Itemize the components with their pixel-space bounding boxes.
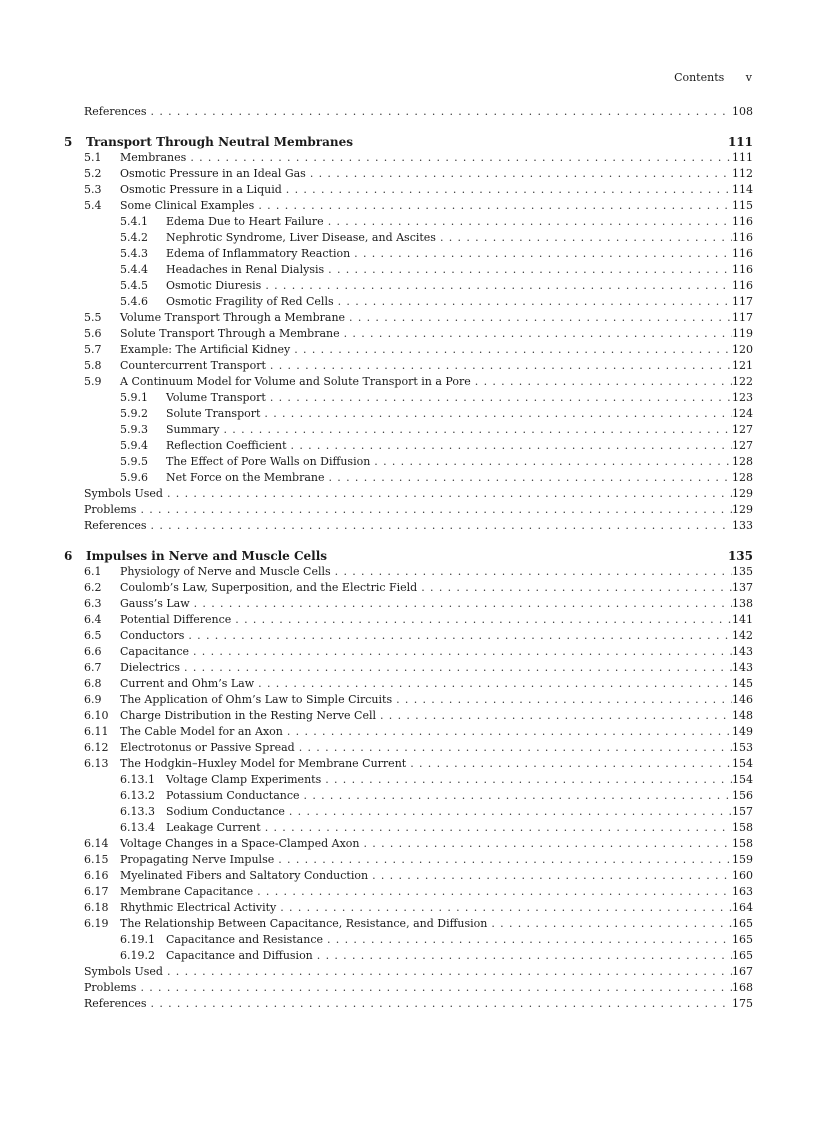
- toc-entry-page: 163: [732, 885, 753, 898]
- toc-leader-dots: [280, 900, 732, 916]
- toc-entry-number: 6.13.4: [120, 821, 155, 834]
- toc-entry[interactable]: [64, 788, 753, 804]
- running-header-page-number: v: [745, 71, 752, 84]
- toc-entry-page: 164: [732, 901, 753, 914]
- toc-entry-page: 154: [732, 773, 753, 786]
- toc-entry[interactable]: [64, 804, 753, 820]
- toc-entry-title: Potassium Conductance: [166, 789, 300, 802]
- toc-entry[interactable]: [64, 262, 753, 278]
- toc-entry[interactable]: [64, 612, 753, 628]
- toc-entry[interactable]: [64, 644, 753, 660]
- toc-entry-number: 5.4.2: [120, 231, 148, 244]
- toc-entry-title: Electrotonus or Passive Spread: [120, 741, 295, 754]
- toc-entry-title: Voltage Changes in a Space-Clamped Axon: [120, 837, 360, 850]
- toc-entry-title: Rhythmic Electrical Activity: [120, 901, 277, 914]
- toc-entry-number: 6.6: [84, 645, 102, 658]
- toc-entry-number: 6.19.2: [120, 949, 155, 962]
- toc-entry-page: 128: [732, 455, 753, 468]
- toc-entry-title: Solute Transport Through a Membrane: [120, 327, 340, 340]
- toc-entry-page: 133: [732, 519, 753, 532]
- toc-entry-title: Physiology of Nerve and Muscle Cells: [120, 565, 331, 578]
- running-header-title: Contents: [674, 71, 725, 84]
- toc-leader-dots: [310, 166, 732, 182]
- toc-chapter-entry[interactable]: [64, 548, 753, 564]
- toc-entry-page: 135: [732, 565, 753, 578]
- toc-entry[interactable]: [64, 422, 753, 438]
- toc-entry-number: 5.7: [84, 343, 102, 356]
- toc-leader-dots: [167, 964, 732, 980]
- toc-entry-page: 165: [732, 949, 753, 962]
- toc-entry[interactable]: [64, 900, 753, 916]
- toc-entry-number: 5.9.1: [120, 391, 148, 404]
- toc-entry-page: 157: [732, 805, 753, 818]
- toc-entry[interactable]: [64, 820, 753, 836]
- toc-entry-number: 5.4.5: [120, 279, 148, 292]
- toc-entry-page: 127: [732, 423, 753, 436]
- toc-entry-page: 165: [732, 917, 753, 930]
- toc-leader-dots: [363, 836, 732, 852]
- toc-entry-page: 120: [732, 343, 753, 356]
- toc-leader-dots: [440, 230, 732, 246]
- toc-entry[interactable]: [64, 692, 753, 708]
- toc-entry-title: Nephrotic Syndrome, Liver Disease, and Ascites: [166, 231, 436, 244]
- toc-leader-dots: [265, 820, 732, 836]
- toc-leader-dots: [317, 948, 732, 964]
- toc-entry-title: Impulses in Nerve and Muscle Cells: [86, 549, 328, 563]
- toc-entry-number: 5.3: [84, 183, 102, 196]
- toc-leader-dots: [299, 740, 732, 756]
- toc-entry-title: Summary: [166, 423, 220, 436]
- toc-leader-dots: [265, 278, 732, 294]
- toc-entry-title: Volume Transport: [166, 391, 266, 404]
- toc-entry-number: 6.13.2: [120, 789, 155, 802]
- toc-entry-page: 165: [732, 933, 753, 946]
- toc-entry-page: 122: [732, 375, 753, 388]
- toc-entry[interactable]: [64, 580, 753, 596]
- toc-entry-title: Edema of Inflammatory Reaction: [166, 247, 351, 260]
- toc-entry-page: 116: [732, 215, 753, 228]
- toc-chapter-entry[interactable]: [64, 134, 753, 150]
- toc-leader-dots: [327, 932, 732, 948]
- toc-entry-title: Problems: [84, 981, 137, 994]
- toc-leader-dots: [167, 486, 732, 502]
- toc-entry-number: 6.15: [84, 853, 109, 866]
- toc-entry-page: 160: [732, 869, 753, 882]
- toc-entry[interactable]: [64, 198, 753, 214]
- toc-entry-title: References: [84, 519, 147, 532]
- toc-leader-dots: [193, 644, 732, 660]
- toc-entry-title: Capacitance: [120, 645, 189, 658]
- toc-entry[interactable]: [64, 502, 753, 518]
- toc-entry-title: Sodium Conductance: [166, 805, 285, 818]
- toc-leader-dots: [235, 612, 732, 628]
- toc-entry-title: Gauss’s Law: [120, 597, 190, 610]
- toc-entry-number: 6: [64, 549, 73, 563]
- toc-entry[interactable]: [64, 182, 753, 198]
- toc-entry-page: 137: [732, 581, 753, 594]
- toc-entry-number: 6.4: [84, 613, 102, 626]
- toc-leader-dots: [289, 804, 732, 820]
- toc-entry[interactable]: [64, 724, 753, 740]
- toc-leader-dots: [410, 756, 732, 772]
- toc-entry-number: 5: [64, 135, 73, 149]
- toc-entry-number: 5.4: [84, 199, 102, 212]
- toc-entry-page: 129: [732, 487, 753, 500]
- toc-entry-page: 156: [732, 789, 753, 802]
- toc-entry-title: Osmotic Pressure in a Liquid: [120, 183, 282, 196]
- toc-entry-page: 119: [732, 327, 753, 340]
- toc-entry-title: Solute Transport: [166, 407, 261, 420]
- toc-leader-dots: [354, 246, 732, 262]
- toc-entry-page: 148: [732, 709, 753, 722]
- toc-leader-dots: [287, 724, 732, 740]
- toc-entry-number: 6.7: [84, 661, 102, 674]
- toc-entry[interactable]: [64, 278, 753, 294]
- toc-entry-title: Propagating Nerve Impulse: [120, 853, 275, 866]
- toc-entry-title: References: [84, 105, 147, 118]
- toc-leader-dots: [328, 262, 732, 278]
- toc-entry[interactable]: [64, 342, 753, 358]
- toc-entry-page: 111: [727, 135, 753, 149]
- toc-entry-title: Some Clinical Examples: [120, 199, 255, 212]
- toc-entry-page: 116: [732, 263, 753, 276]
- toc-entry-title: Headaches in Renal Dialysis: [166, 263, 325, 276]
- toc-entry-title: Reflection Coefficient: [166, 439, 287, 452]
- toc-leader-dots: [329, 470, 732, 486]
- toc-entry-number: 6.8: [84, 677, 102, 690]
- toc-entry-number: 6.13.3: [120, 805, 155, 818]
- table-of-contents: [64, 104, 753, 1012]
- toc-entry[interactable]: [64, 628, 753, 644]
- toc-entry-number: 5.2: [84, 167, 102, 180]
- toc-entry-title: Osmotic Fragility of Red Cells: [166, 295, 334, 308]
- toc-entry-page: 167: [732, 965, 753, 978]
- toc-entry-title: Voltage Clamp Experiments: [166, 773, 322, 786]
- toc-entry-title: The Hodgkin–Huxley Model for Membrane Current: [120, 757, 407, 770]
- toc-entry-page: 127: [732, 439, 753, 452]
- toc-entry-page: 158: [732, 837, 753, 850]
- toc-leader-dots: [264, 406, 732, 422]
- toc-entry[interactable]: [64, 390, 753, 406]
- toc-entry-number: 6.2: [84, 581, 102, 594]
- toc-leader-dots: [151, 518, 732, 534]
- toc-entry-title: Capacitance and Diffusion: [166, 949, 313, 962]
- toc-entry-page: 114: [732, 183, 753, 196]
- toc-entry[interactable]: [64, 756, 753, 772]
- toc-entry-title: Leakage Current: [166, 821, 261, 834]
- toc-entry-title: The Effect of Pore Walls on Diffusion: [166, 455, 371, 468]
- toc-entry-number: 6.5: [84, 629, 102, 642]
- toc-leader-dots: [491, 916, 732, 932]
- toc-entry-number: 5.6: [84, 327, 102, 340]
- toc-entry-title: Membranes: [120, 151, 187, 164]
- toc-entry-title: Osmotic Pressure in an Ideal Gas: [120, 167, 306, 180]
- toc-leader-dots: [421, 580, 732, 596]
- toc-entry-number: 5.4.6: [120, 295, 148, 308]
- toc-entry-number: 5.1: [84, 151, 102, 164]
- toc-entry[interactable]: [64, 104, 753, 120]
- toc-entry-page: 128: [732, 471, 753, 484]
- toc-entry-page: 111: [732, 151, 753, 164]
- toc-entry-page: 168: [732, 981, 753, 994]
- toc-leader-dots: [304, 788, 732, 804]
- toc-entry[interactable]: [64, 852, 753, 868]
- toc-entry-title: Osmotic Diuresis: [166, 279, 262, 292]
- toc-entry[interactable]: [64, 166, 753, 182]
- toc-entry-title: The Application of Ohm’s Law to Simple Circuits: [120, 693, 393, 706]
- toc-entry-title: The Cable Model for an Axon: [120, 725, 283, 738]
- toc-leader-dots: [151, 996, 732, 1012]
- toc-entry-number: 6.12: [84, 741, 109, 754]
- toc-entry-page: 123: [732, 391, 753, 404]
- toc-entry-title: Dielectrics: [120, 661, 181, 674]
- toc-leader-dots: [396, 692, 732, 708]
- toc-leader-dots: [291, 438, 732, 454]
- toc-entry-title: Net Force on the Membrane: [166, 471, 325, 484]
- toc-entry[interactable]: [64, 884, 753, 900]
- toc-leader-dots: [140, 980, 732, 996]
- toc-entry-number: 5.4.1: [120, 215, 148, 228]
- toc-entry-page: 116: [732, 231, 753, 244]
- toc-leader-dots: [151, 104, 732, 120]
- toc-entry-page: 143: [732, 645, 753, 658]
- toc-entry-number: 6.19: [84, 917, 109, 930]
- toc-entry[interactable]: [64, 596, 753, 612]
- toc-entry-title: References: [84, 997, 147, 1010]
- toc-entry-title: Charge Distribution in the Resting Nerve Cell: [120, 709, 376, 722]
- toc-entry-page: 158: [732, 821, 753, 834]
- toc-entry-number: 6.14: [84, 837, 109, 850]
- toc-entry-number: 5.8: [84, 359, 102, 372]
- toc-entry-page: 154: [732, 757, 753, 770]
- toc-entry[interactable]: [64, 438, 753, 454]
- toc-entry-number: 5.4.4: [120, 263, 148, 276]
- toc-entry[interactable]: [64, 564, 753, 580]
- toc-entry[interactable]: [64, 406, 753, 422]
- toc-entry[interactable]: [64, 486, 753, 502]
- toc-entry-title: Conductors: [120, 629, 185, 642]
- toc-entry[interactable]: [64, 996, 753, 1012]
- toc-entry[interactable]: [64, 916, 753, 932]
- toc-leader-dots: [270, 390, 732, 406]
- toc-leader-dots: [270, 358, 732, 374]
- toc-leader-dots: [140, 502, 732, 518]
- toc-entry-number: 5.9.5: [120, 455, 148, 468]
- toc-entry-number: 6.18: [84, 901, 109, 914]
- toc-entry-number: 5.9: [84, 375, 102, 388]
- toc-entry[interactable]: [64, 708, 753, 724]
- toc-leader-dots: [372, 868, 732, 884]
- toc-entry-number: 5.9.2: [120, 407, 148, 420]
- toc-leader-dots: [224, 422, 732, 438]
- toc-entry-page: 145: [732, 677, 753, 690]
- toc-entry-number: 5.9.4: [120, 439, 148, 452]
- toc-entry-page: 149: [732, 725, 753, 738]
- toc-leader-dots: [325, 772, 732, 788]
- toc-leader-dots: [278, 852, 732, 868]
- toc-entry-page: 117: [732, 311, 753, 324]
- toc-entry-title: Volume Transport Through a Membrane: [120, 311, 346, 324]
- toc-entry-title: Countercurrent Transport: [120, 359, 266, 372]
- toc-entry[interactable]: [64, 740, 753, 756]
- toc-entry[interactable]: [64, 294, 753, 310]
- toc-entry[interactable]: [64, 868, 753, 884]
- toc-entry-number: 5.5: [84, 311, 102, 324]
- toc-entry-page: 121: [732, 359, 753, 372]
- toc-entry-title: Capacitance and Resistance: [166, 933, 323, 946]
- toc-entry-number: 5.9.3: [120, 423, 148, 436]
- toc-leader-dots: [475, 374, 732, 390]
- toc-entry-number: 6.10: [84, 709, 109, 722]
- toc-entry-title: Example: The Artificial Kidney: [120, 343, 291, 356]
- toc-entry[interactable]: [64, 948, 753, 964]
- toc-entry-number: 6.1: [84, 565, 102, 578]
- toc-entry[interactable]: [64, 358, 753, 374]
- toc-entry-title: The Relationship Between Capacitance, Resistance, and Diffusion: [120, 917, 488, 930]
- toc-leader-dots: [190, 150, 732, 166]
- toc-entry-page: 142: [732, 629, 753, 642]
- toc-leader-dots: [258, 198, 732, 214]
- toc-entry-number: 5.4.3: [120, 247, 148, 260]
- toc-entry[interactable]: [64, 230, 753, 246]
- toc-entry[interactable]: [64, 214, 753, 230]
- toc-leader-dots: [184, 660, 732, 676]
- toc-entry[interactable]: [64, 326, 753, 342]
- toc-entry-number: 6.13.1: [120, 773, 155, 786]
- toc-entry-title: Problems: [84, 503, 137, 516]
- toc-entry-number: 6.11: [84, 725, 109, 738]
- toc-entry-page: 116: [732, 279, 753, 292]
- running-header: [674, 71, 752, 84]
- toc-entry-page: 117: [732, 295, 753, 308]
- toc-entry-page: 124: [732, 407, 753, 420]
- toc-entry-number: 6.19.1: [120, 933, 155, 946]
- toc-entry-number: 6.17: [84, 885, 109, 898]
- toc-leader-dots: [188, 628, 732, 644]
- toc-entry[interactable]: [64, 150, 753, 166]
- toc-entry-title: Membrane Capacitance: [120, 885, 254, 898]
- toc-entry-title: A Continuum Model for Volume and Solute Transport in a Pore: [120, 375, 471, 388]
- toc-entry[interactable]: [64, 964, 753, 980]
- toc-entry-page: 143: [732, 661, 753, 674]
- toc-entry-page: 146: [732, 693, 753, 706]
- toc-entry-title: Current and Ohm’s Law: [120, 677, 255, 690]
- toc-entry[interactable]: [64, 932, 753, 948]
- toc-leader-dots: [257, 884, 732, 900]
- toc-entry[interactable]: [64, 660, 753, 676]
- toc-entry-page: 175: [732, 997, 753, 1010]
- toc-entry-title: Symbols Used: [84, 487, 163, 500]
- toc-entry-title: Symbols Used: [84, 965, 163, 978]
- toc-entry[interactable]: [64, 772, 753, 788]
- toc-entry-title: Potential Difference: [120, 613, 232, 626]
- toc-entry-page: 112: [732, 167, 753, 180]
- toc-entry[interactable]: [64, 518, 753, 534]
- toc-entry-page: 129: [732, 503, 753, 516]
- toc-entry-page: 159: [732, 853, 753, 866]
- toc-entry[interactable]: [64, 836, 753, 852]
- toc-entry-page: 108: [732, 105, 753, 118]
- toc-leader-dots: [328, 214, 732, 230]
- toc-entry-number: 6.16: [84, 869, 109, 882]
- toc-entry-title: Edema Due to Heart Failure: [166, 215, 324, 228]
- toc-entry-title: Coulomb’s Law, Superposition, and the Electric Field: [120, 581, 418, 594]
- toc-entry-page: 153: [732, 741, 753, 754]
- toc-leader-dots: [344, 326, 732, 342]
- toc-leader-dots: [380, 708, 732, 724]
- toc-entry-title: Transport Through Neutral Membranes: [86, 135, 353, 149]
- toc-leader-dots: [349, 310, 732, 326]
- toc-entry[interactable]: [64, 246, 753, 262]
- toc-entry[interactable]: [64, 470, 753, 486]
- toc-leader-dots: [286, 182, 732, 198]
- toc-entry[interactable]: [64, 374, 753, 390]
- toc-entry[interactable]: [64, 310, 753, 326]
- toc-leader-dots: [335, 564, 732, 580]
- toc-entry-page: 116: [732, 247, 753, 260]
- toc-leader-dots: [294, 342, 732, 358]
- toc-leader-dots: [258, 676, 732, 692]
- toc-entry[interactable]: [64, 454, 753, 470]
- toc-leader-dots: [194, 596, 732, 612]
- toc-entry-number: 6.3: [84, 597, 102, 610]
- toc-entry-page: 115: [732, 199, 753, 212]
- toc-leader-dots: [374, 454, 732, 470]
- toc-entry-number: 6.13: [84, 757, 109, 770]
- toc-entry-page: 141: [732, 613, 753, 626]
- toc-entry-page: 135: [727, 549, 753, 563]
- toc-entry-title: Myelinated Fibers and Saltatory Conduction: [120, 869, 369, 882]
- toc-leader-dots: [338, 294, 732, 310]
- toc-entry[interactable]: [64, 980, 753, 996]
- toc-entry[interactable]: [64, 676, 753, 692]
- toc-entry-page: 138: [732, 597, 753, 610]
- toc-entry-number: 5.9.6: [120, 471, 148, 484]
- toc-entry-number: 6.9: [84, 693, 102, 706]
